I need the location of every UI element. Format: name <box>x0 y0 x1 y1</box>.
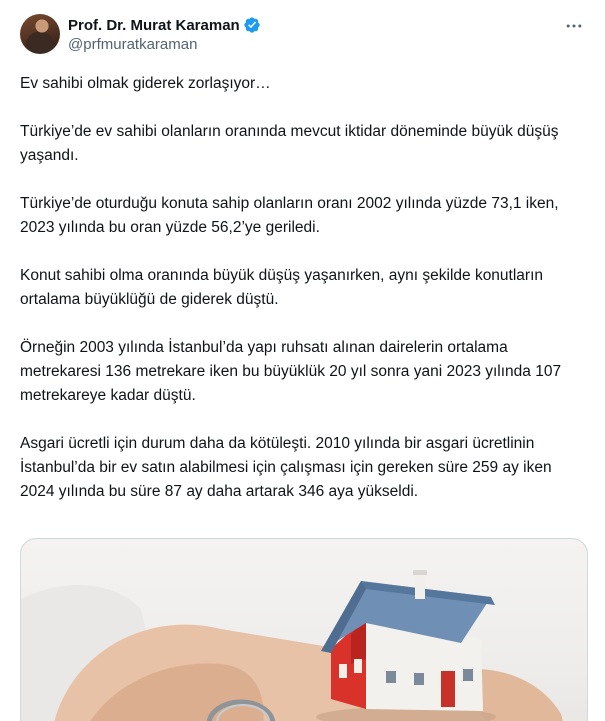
paragraph: Türkiye’de oturduğu konuta sahip olanların oranı 2002 yılında yüzde 73,1 iken, 2023 yılında bu oran yüzde 56,2’ye geriledi. <box>20 195 563 236</box>
paragraph: Konut sahibi olma oranında büyük düşüş yaşanırken, aynı şekilde konutların ortalama büyüklüğü de giderek düştü. <box>20 267 548 308</box>
verified-badge-icon[interactable] <box>243 16 261 34</box>
name-row <box>68 16 261 34</box>
more-options-icon[interactable] <box>563 16 585 36</box>
avatar[interactable] <box>20 14 60 54</box>
paragraph: Türkiye’de ev sahibi olanların oranında mevcut iktidar döneminde büyük düşüş yaşandı. <box>20 123 563 164</box>
tweet-text <box>20 72 586 528</box>
tweet-header <box>20 14 585 58</box>
media-image[interactable] <box>20 538 588 721</box>
display-name[interactable]: Prof. Dr. Murat Karaman <box>68 16 240 34</box>
paragraph: Örneğin 2003 yılında İstanbul’da yapı ruhsatı alınan dairelerin ortalama metrekaresi 136 metrekare iken bu büyüklük 20 yıl sonra yani 2023 yılında 107 metrekareye kadar düştü. <box>20 339 566 404</box>
house-in-hand-image <box>21 539 587 721</box>
paragraph: Ev sahibi olmak giderek zorlaşıyor… <box>20 75 271 92</box>
handle[interactable]: @prfmuratkaraman <box>68 36 198 53</box>
paragraph: Asgari ücretli için durum daha da kötüleşti. 2010 yılında bir asgari ücretlinin İstanbul’da bir ev satın alabilmesi için çalışması için gereken süre 259 ay iken 2024 yılında bu süre 87 ay daha artarak 346 aya yükseldi. <box>20 435 556 500</box>
